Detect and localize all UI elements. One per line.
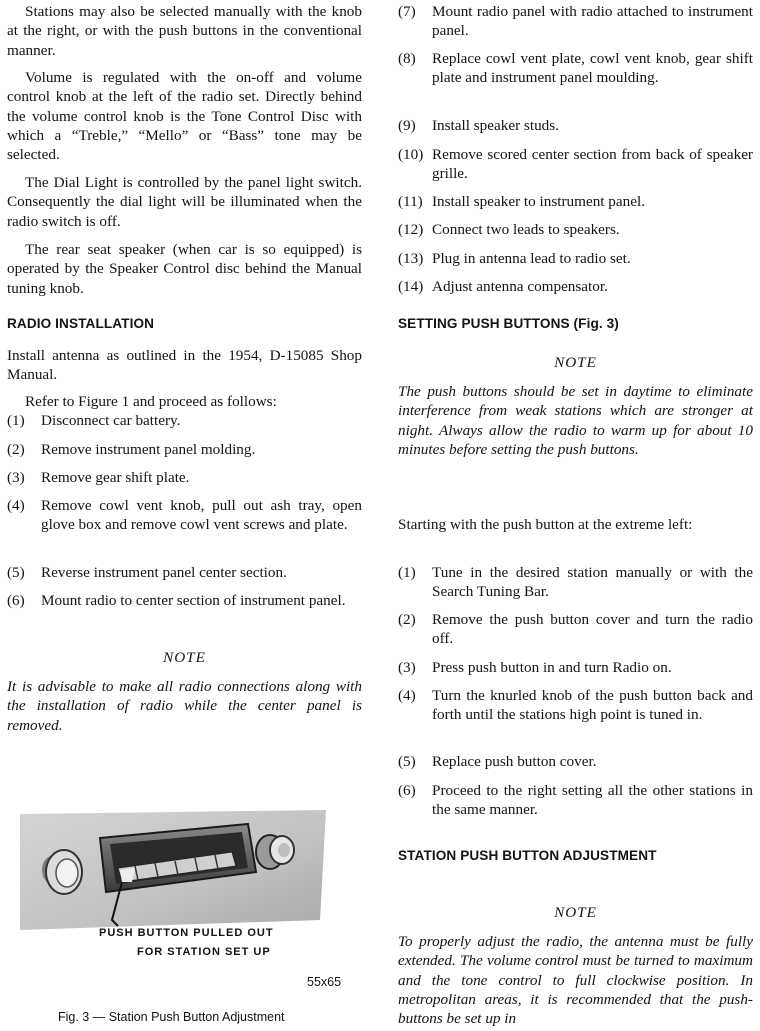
installation-step: (2) Remove instrument panel molding. [7, 441, 256, 458]
installation-step: (9) Install speaker studs. [398, 117, 559, 134]
note-title: NOTE [163, 649, 206, 666]
setting-step: (6) Proceed to the right setting all the other stations in the same manner. [398, 782, 753, 819]
installation-step: (14) Adjust antenna compensator. [398, 278, 608, 295]
setting-step: (1) Tune in the desired station manually or with the Search Tuning Bar. [398, 564, 753, 601]
installation-step: (6) Mount radio to center section of instrument panel. [7, 592, 346, 609]
installation-step: (12) Connect two leads to speakers. [398, 221, 620, 238]
installation-step: (7) Mount radio panel with radio attached to instrument panel. [398, 3, 753, 40]
intro-paragraph-1: Stations may also be selected manually with the knob at the right, or with the push buttons in the conventional manner. [7, 3, 362, 59]
setting-note-title: NOTE [554, 354, 597, 371]
callout-label-line-1: PUSH BUTTON PULLED OUT [99, 927, 274, 939]
setting-step: (2) Remove the push button cover and turn the radio off. [398, 611, 753, 648]
setting-step: (5) Replace push button cover. [398, 753, 597, 770]
callout-label-line-2: FOR STATION SET UP [137, 946, 271, 958]
figure-code: 55x65 [307, 975, 342, 989]
installation-step: (13) Plug in antenna lead to radio set. [398, 250, 631, 267]
installation-refer: Refer to Figure 1 and proceed as follows: [25, 393, 277, 410]
installation-step: (5) Reverse instrument panel center section. [7, 564, 287, 581]
figure-caption: Fig. 3 — Station Push Button Adjustment [58, 1010, 285, 1024]
setting-step: (3) Press push button in and turn Radio on. [398, 659, 672, 676]
intro-paragraph-4: The rear seat speaker (when car is so equipped) is operated by the Speaker Control disc behind the Manual tuning knob. [7, 241, 362, 297]
setting-intro: Starting with the push button at the extreme left: [398, 516, 693, 533]
installation-step: (8) Replace cowl vent plate, cowl vent knob, gear shift plate and instrument panel moulding. [398, 50, 753, 87]
adjustment-note-title: NOTE [554, 904, 597, 921]
installation-step: (3) Remove gear shift plate. [7, 469, 190, 486]
adjustment-note-text: To properly adjust the radio, the antenna must be fully extended. The volume control must be turned to maximum and the tone control to full clockwise position. In metropolitan areas, it is recommended that the push-buttons be set up in [398, 933, 753, 1028]
setting-push-buttons-heading: SETTING PUSH BUTTONS (Fig. 3) [398, 316, 619, 331]
setting-note-text: The push buttons should be set in daytime to eliminate interference from weak stations which are stronger at night. Always allow the radio to warm up for about 10 minutes before setting the push buttons. [398, 383, 753, 458]
installation-step: (10) Remove scored center section from back of speaker grille. [398, 146, 753, 183]
figure-3 [20, 810, 360, 1025]
station-push-button-adjustment-heading: STATION PUSH BUTTON ADJUSTMENT [398, 848, 657, 863]
note-text: It is advisable to make all radio connections along with the installation of radio while the center panel is removed. [7, 678, 362, 734]
setting-step: (4) Turn the knurled knob of the push button back and forth until the stations high point is tuned in. [398, 687, 753, 724]
radio-installation-heading: RADIO INSTALLATION [7, 316, 155, 331]
intro-paragraph-2: Volume is regulated with the on-off and volume control knob at the left of the radio set. Directly behind the volume control knob is the Tone Control Disc with which a “Treble,” “Mello” or “Bass” tone may be selected. [7, 69, 362, 164]
installation-intro: Install antenna as outlined in the 1954, D-15085 Shop Manual. [7, 347, 362, 384]
installation-step: (11) Install speaker to instrument panel. [398, 193, 645, 210]
installation-step: (4) Remove cowl vent knob, pull out ash tray, open glove box and remove cowl vent screws and plate. [7, 497, 362, 534]
installation-step: (1) Disconnect car battery. [7, 412, 181, 429]
intro-paragraph-3: The Dial Light is controlled by the panel light switch. Consequently the dial light will be illuminated when the radio switch is off. [7, 174, 362, 230]
radio-push-button-photo [20, 810, 330, 930]
